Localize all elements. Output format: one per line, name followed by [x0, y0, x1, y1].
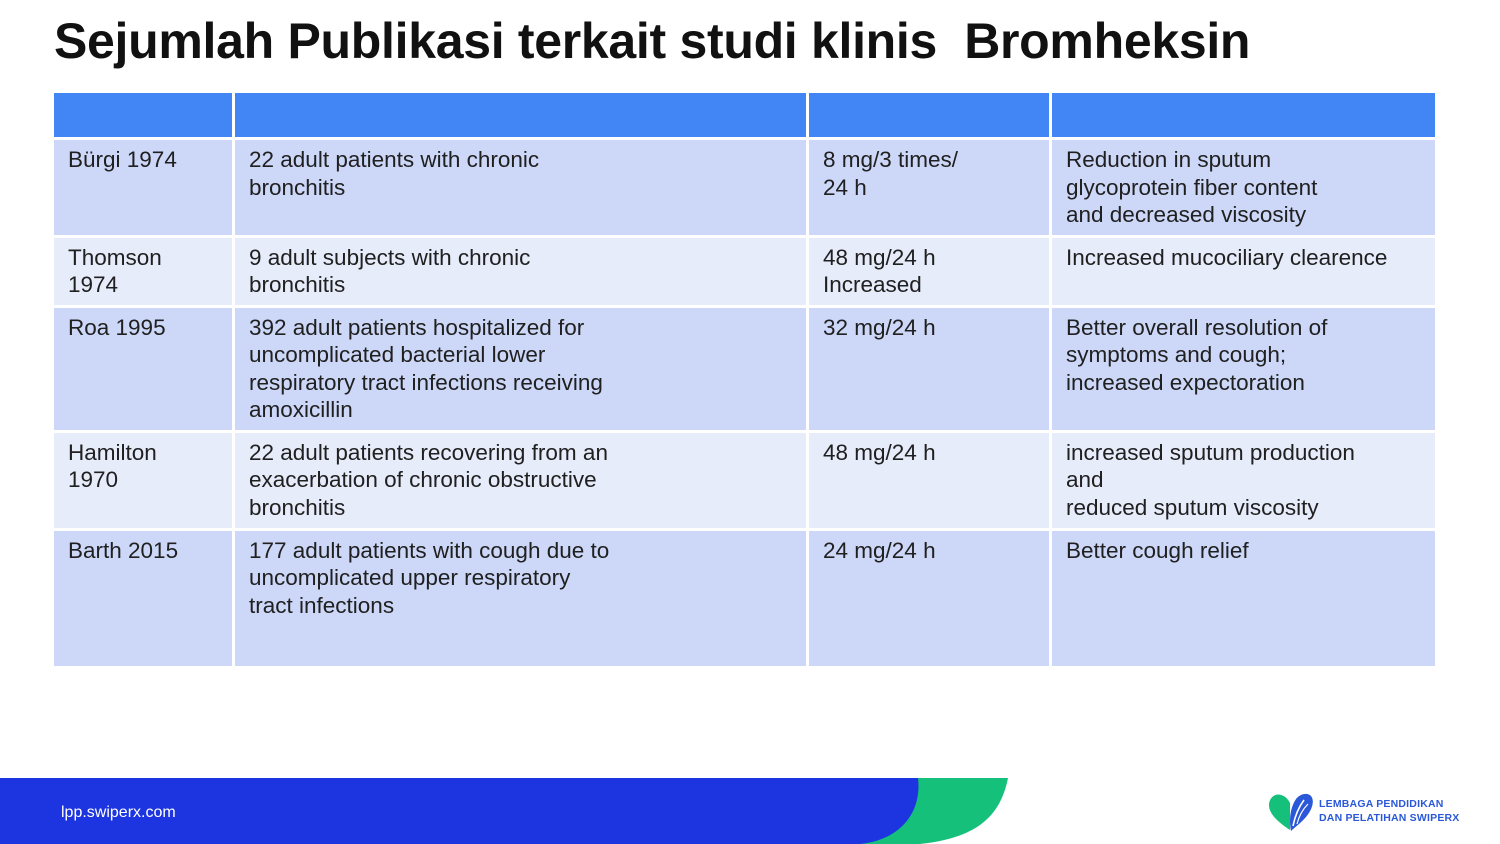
population-cell [234, 236, 808, 306]
table-row [53, 431, 1437, 529]
footer-url[interactable]: lpp.swiperx.com [61, 804, 176, 821]
population-text: 177 adult patients with cough due to uncomplicated upper respiratory tract infections [249, 537, 610, 618]
slide-title: Sejumlah Publikasi terkait studi klinis Bromheksin [54, 13, 1251, 69]
outcome-text: Increased mucociliary clearence [1066, 244, 1388, 270]
study-text: Bürgi 1974 [68, 147, 177, 172]
table-header-row [53, 93, 1437, 139]
header-population [234, 93, 808, 139]
study-text: Thomson 1974 [68, 244, 162, 297]
table-row [53, 236, 1437, 306]
population-text: 9 adult subjects with chronic bronchitis [249, 244, 531, 297]
outcome-cell [1051, 306, 1437, 431]
study-text: Roa 1995 [68, 314, 166, 340]
study-cell [53, 529, 234, 667]
header-dose [808, 93, 1051, 139]
header-outcome [1051, 93, 1437, 139]
header-study [53, 93, 234, 139]
logo-line1: LEMBAGA PENDIDIKAN [1319, 798, 1444, 810]
studies-table [51, 93, 1438, 669]
study-cell [53, 306, 234, 431]
outcome-cell [1051, 139, 1437, 237]
study-cell [53, 431, 234, 529]
dose-cell [808, 529, 1051, 667]
population-text: 22 adult patients recovering from an exacerbation of chronic obstructive bronchitis [249, 439, 608, 520]
logo [1266, 790, 1496, 834]
study-text: Hamilton 1970 [68, 439, 157, 492]
table-row [53, 306, 1437, 431]
population-cell [234, 306, 808, 431]
study-cell [53, 139, 234, 237]
population-text: 392 adult patients hospitalized for uncomplicated bacterial lower respiratory tract infections receiving amoxicillin [249, 314, 603, 422]
outcome-cell [1051, 236, 1437, 306]
outcome-text: Better cough relief [1066, 537, 1249, 563]
outcome-text: Better overall resolution of symptoms and cough; increased expectoration [1066, 314, 1328, 395]
dose-text: 32 mg/24 h [823, 314, 936, 340]
outcome-text: increased sputum production and reduced sputum viscosity [1066, 439, 1355, 520]
population-cell [234, 139, 808, 237]
table-row [53, 139, 1437, 237]
table-row [53, 529, 1437, 667]
dose-cell [808, 236, 1051, 306]
outcome-text: Reduction in sputum glycoprotein fiber content and decreased viscosity [1066, 147, 1318, 227]
population-cell [234, 431, 808, 529]
heart-leaf-icon [1266, 790, 1316, 834]
outcome-cell [1051, 431, 1437, 529]
population-cell [234, 529, 808, 667]
dose-text: 48 mg/24 h [823, 439, 936, 465]
dose-cell [808, 306, 1051, 431]
logo-text [1319, 797, 1460, 825]
outcome-cell [1051, 529, 1437, 667]
logo-line2: DAN PELATIHAN SWIPERX [1319, 812, 1460, 824]
population-text: 22 adult patients with chronic bronchitis [249, 147, 540, 200]
study-cell [53, 236, 234, 306]
dose-cell [808, 139, 1051, 237]
dose-text: 24 mg/24 h [823, 537, 936, 563]
dose-cell [808, 431, 1051, 529]
study-text: Barth 2015 [68, 537, 179, 563]
dose-text: 8 mg/3 times/ 24 h [823, 147, 959, 200]
dose-text: 48 mg/24 h Increased [823, 244, 936, 297]
